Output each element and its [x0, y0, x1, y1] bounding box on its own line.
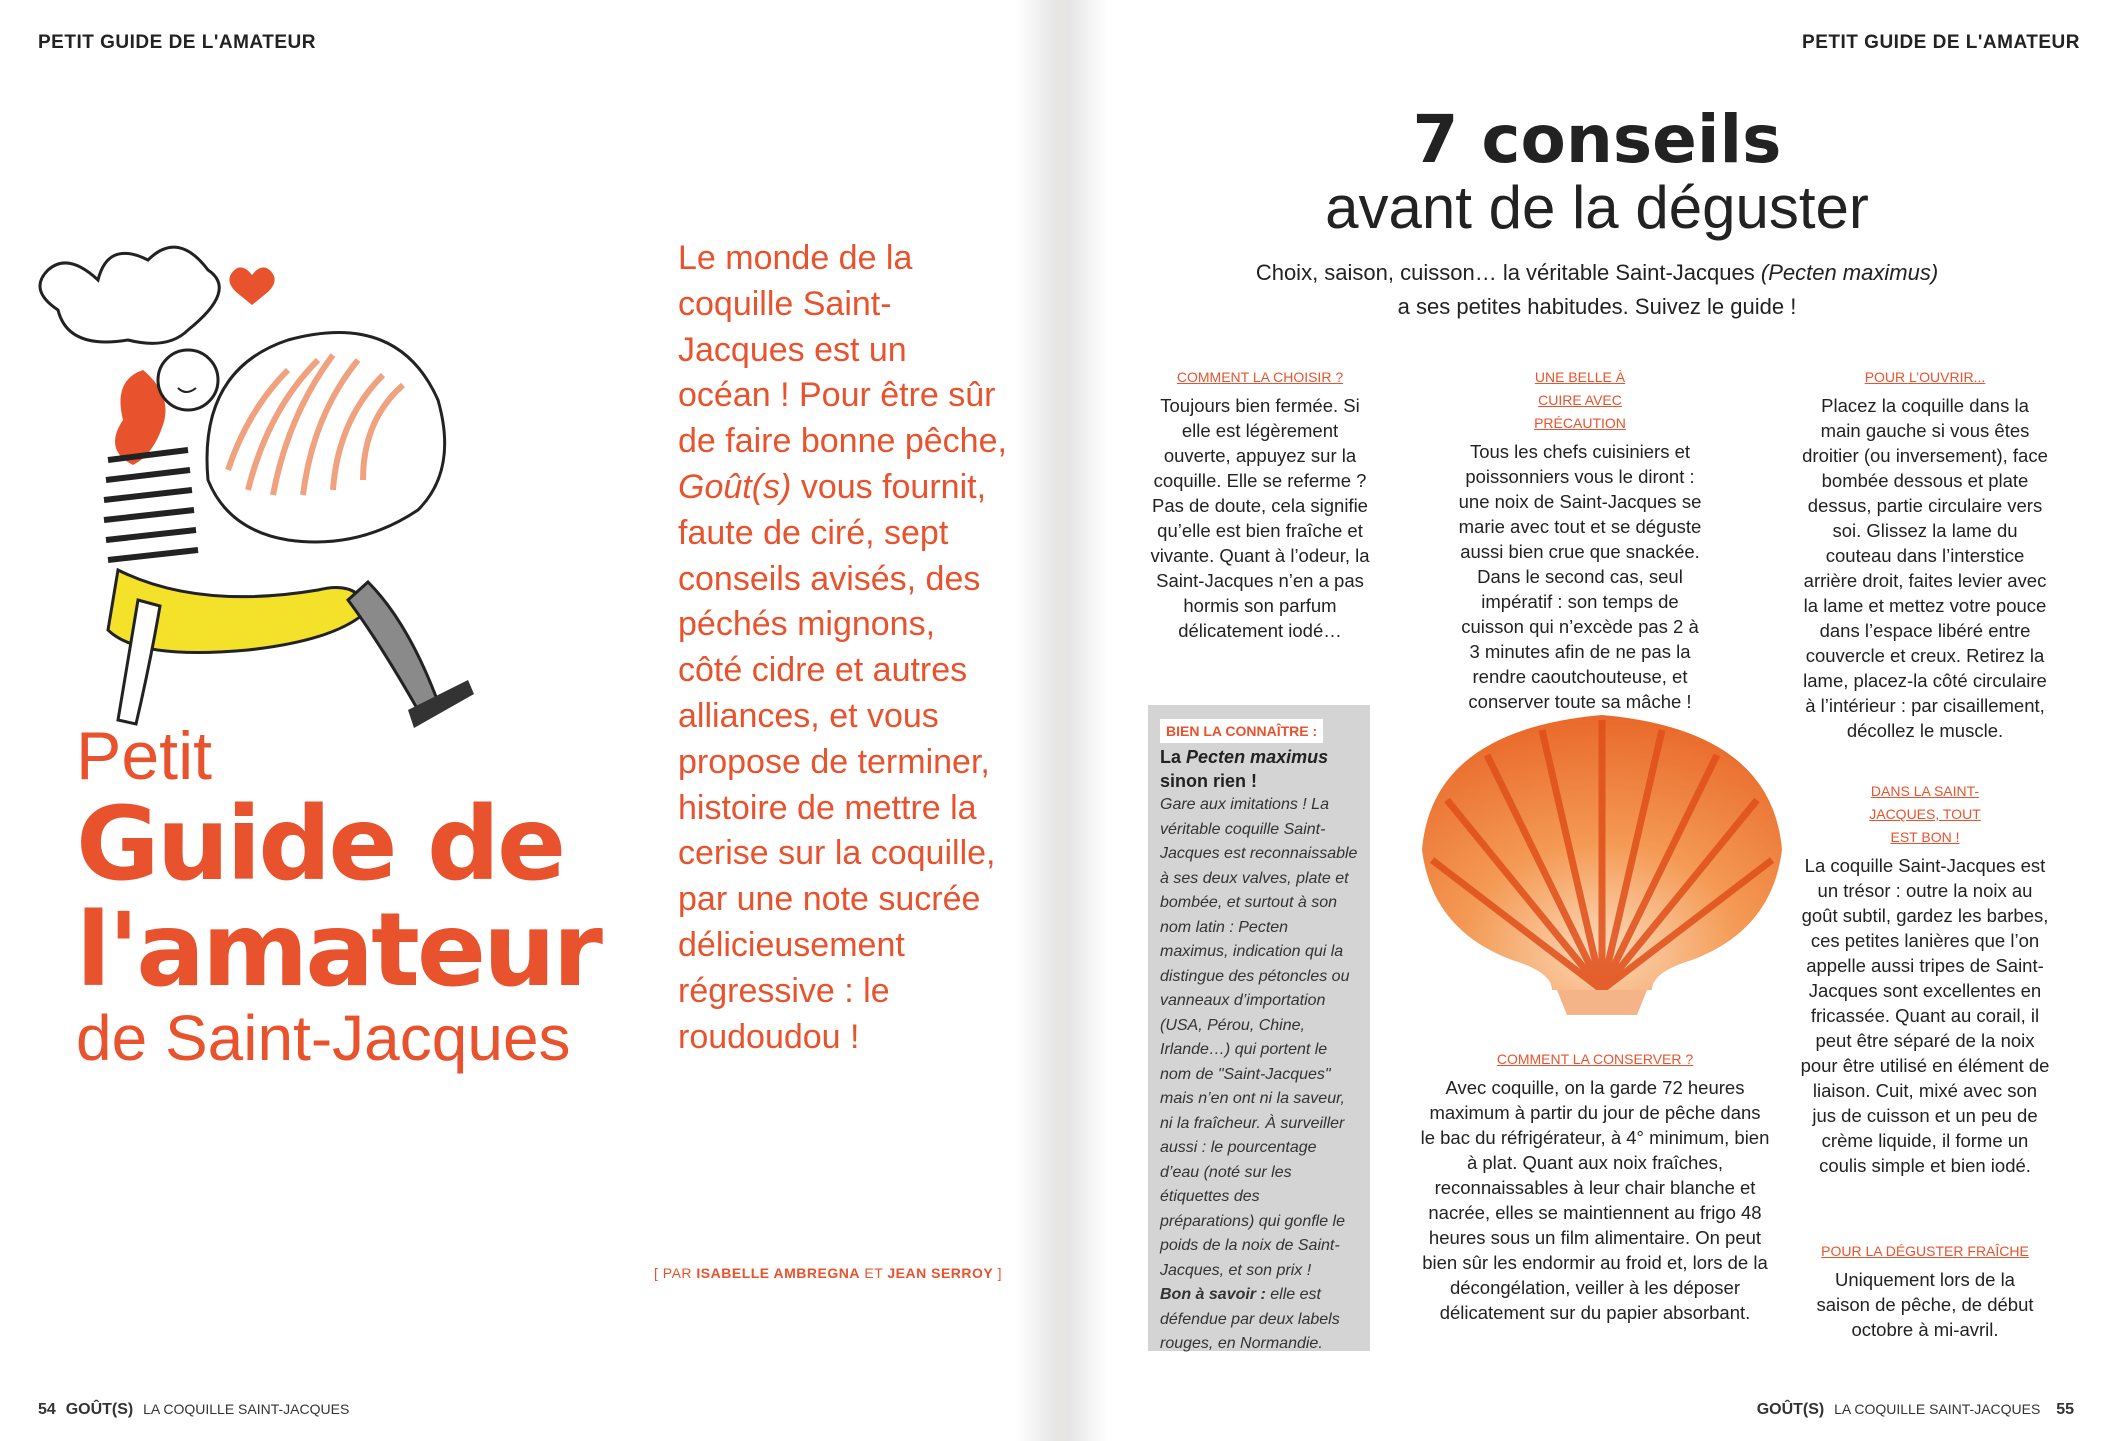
- headline: [1068, 100, 2126, 240]
- page-number: 54: [38, 1401, 56, 1418]
- tip-fresh: [1810, 1240, 2040, 1342]
- section-name: LA COQUILLE SAINT-JACQUES: [1834, 1401, 2041, 1417]
- tip-label: POUR LA DÉGUSTER FRAÎCHE: [1821, 1243, 2029, 1259]
- byline-author-1: ISABELLE AMBREGNA: [696, 1265, 860, 1281]
- title-sub: de Saint-Jacques: [76, 1002, 571, 1074]
- scallop-drawing: [207, 333, 445, 543]
- folio-right: [1757, 1401, 2080, 1419]
- folio-left: [38, 1401, 349, 1419]
- standfirst-text: Choix, saison, cuisson… la véritable Saint-Jacques: [1255, 260, 1755, 285]
- chef-with-scallop-illustration: [18, 240, 618, 760]
- sidebar-kicker: BIEN LA CONNAÎTRE :: [1160, 719, 1323, 743]
- tip-label: POUR L’OUVRIR...: [1864, 369, 1986, 385]
- scallop-shell-image: [1392, 700, 1812, 1020]
- magazine-brand: GOÛT(S): [1756, 1401, 1825, 1418]
- tip-text: Uniquement lors de la saison de pêche, de début octobre à mi-avril.: [1816, 1269, 2034, 1340]
- gutter-shadow: [1016, 0, 1056, 1441]
- tip-all-good: [1800, 780, 2050, 1178]
- standfirst: [1068, 256, 2126, 324]
- byline-bracket-open: [: [654, 1265, 659, 1281]
- tip-label: COMMENT LA CHOISIR ?: [1176, 369, 1344, 385]
- section-name: LA COQUILLE SAINT-JACQUES: [143, 1401, 350, 1417]
- page-title: [76, 720, 600, 1074]
- byline-and: ET: [864, 1265, 883, 1281]
- tip-store: [1420, 1048, 1770, 1325]
- page-number: 55: [2056, 1401, 2074, 1418]
- lead-suffix: sinon rien !: [1160, 771, 1258, 791]
- sidebar-lead: [1160, 745, 1358, 793]
- intro-after: vous fournit, faute de ciré, sept conseils avisés, des péchés mignons, côté cidre et autres alliances, et vous propose de terminer, histoire de mettre la cerise sur la coquille, par une note sucrée délicieusement régressive : le roudoudou !: [678, 467, 996, 1056]
- lead-latin-name: Pecten maximus: [1186, 747, 1329, 767]
- sidebar-box: [1142, 705, 1370, 1351]
- sidebar-tip-text: elle est défendue par deux labels rouges, en Normandie.: [1160, 1286, 1340, 1352]
- intro-paragraph: [678, 236, 1008, 1060]
- tip-text: Toujours bien fermée. Si elle est légèrement ouverte, appuyez sur la coquille. Elle se referme ? Pas de doute, cela signifie qu’elle est bien fraîche et vivante. Quant à l’odeur, la Saint-Jacques n’en a pas hormis son parfum délicatement iodé…: [1150, 395, 1370, 641]
- title-line-2: l'amateur: [76, 891, 600, 1010]
- running-head: PETIT GUIDE DE L'AMATEUR: [38, 32, 316, 53]
- standfirst-latin-name: (Pecten maximus): [1760, 260, 1939, 285]
- heart-icon: [229, 267, 274, 305]
- magazine-brand: GOÛT(S): [65, 1401, 134, 1418]
- tip-choose: [1150, 366, 1370, 643]
- intro-before: Le monde de la coquille Saint-Jacques est un océan ! Pour être sûr de faire bonne pêche,: [678, 239, 1007, 461]
- tip-cook: [1455, 366, 1705, 714]
- sidebar-tip-label: Bon à savoir :: [1160, 1286, 1266, 1303]
- tip-text: Tous les chefs cuisiniers et poissonniers vous le diront : une noix de Saint-Jacques se marie avec tout et se déguste aussi bien crue que snackée. Dans le second cas, seul impératif : son temps de cuisson qui n’excède pas 2 à 3 minutes afin de ne pas la rendre caoutchouteuse, et conserver toute sa mâche !: [1458, 441, 1702, 712]
- tip-text: Avec coquille, on la garde 72 heures maximum à partir du jour de pêche dans le bac du réfrigérateur, à 4° minimum, bien à plat. Quant aux noix fraîches, reconnaissables à leur chair blanche et nacrée, elles se maintiennent au frigo 48 heures sous un film alimentaire. On peut bien sûr les endormir au froid et, lors de la décongélation, veiller à les déposer délicatement sur du papier absorbant.: [1420, 1077, 1770, 1323]
- tip-label: UNE BELLE À CUIRE AVEC PRÉCAUTION: [1534, 369, 1626, 431]
- striped-shirt: [104, 450, 198, 560]
- tip-label: DANS LA SAINT-JACQUES, TOUT EST BON !: [1869, 783, 1981, 845]
- zigzag-edge: [1136, 705, 1148, 1351]
- sidebar-body: Gare aux imitations ! La véritable coquille Saint-Jacques est reconnaissable à ses deux valves, plate et bombée, et surtout à son nom latin : Pecten maximus, indication qui la distingue des pétoncles ou vanneaux d’importation (USA, Pérou, Chine, Irlande…) qui portent le nom de "Saint-Jacques" mais n’en ont ni la saveur, ni la fraîcheur. À surveiller aussi : le pourcentage d’eau (noté sur les étiquettes des préparations) qui gonfle le poids de la noix de Saint-Jacques, et son prix !: [1160, 796, 1358, 1279]
- sidebar-tip: [1160, 1283, 1358, 1357]
- tip-text: La coquille Saint-Jacques est un trésor : outre la noix au goût subtil, gardez les barbes, ces petites lanières que l’on appelle aussi tripes de Saint-Jacques sont excellentes en fricassée. Quant au corail, il peut être séparé de la noix pour être utilisé en élément de liaison. Cuit, mixé avec son jus de cuisson et un peu de crème liquide, il forme un coulis simple et bien iodé.: [1800, 855, 2050, 1176]
- title-line-1: Guide de: [76, 785, 564, 904]
- left-page: [0, 0, 1056, 1441]
- running-head: PETIT GUIDE DE L'AMATEUR: [1802, 32, 2080, 53]
- byline-author-2: JEAN SERROY: [887, 1265, 994, 1281]
- headline-big: 7 conseils: [1412, 101, 1782, 178]
- tip-text: Placez la coquille dans la main gauche si vous êtes droitier (ou inversement), face bombée dessous et plate dessus, partie circulaire vers soi. Glissez la lame du couteau dans l’interstice arrière droit, faites levier avec la lame et mettez votre pouce dans l’espace libéré entre couvercle et creux. Retirez la lame, placez-la côté circulaire à l’intérieur : par cisaillement, décollez le muscle.: [1802, 395, 2048, 741]
- tip-open: [1800, 366, 2050, 743]
- title-small: Petit: [76, 718, 213, 794]
- lead-prefix: La: [1160, 747, 1182, 767]
- byline: [654, 1265, 1002, 1281]
- standfirst-line-2: a ses petites habitudes. Suivez le guide !: [1397, 294, 1797, 319]
- byline-par: PAR: [662, 1265, 693, 1281]
- byline-bracket-close: ]: [997, 1265, 1003, 1281]
- sidebar-content: [1160, 719, 1358, 1357]
- standfirst-line-1: [1068, 256, 2126, 290]
- tip-label: COMMENT LA CONSERVER ?: [1496, 1051, 1694, 1067]
- intro-brand: Goût(s): [678, 467, 792, 506]
- headline-thin: avant de la déguster: [1325, 174, 1869, 241]
